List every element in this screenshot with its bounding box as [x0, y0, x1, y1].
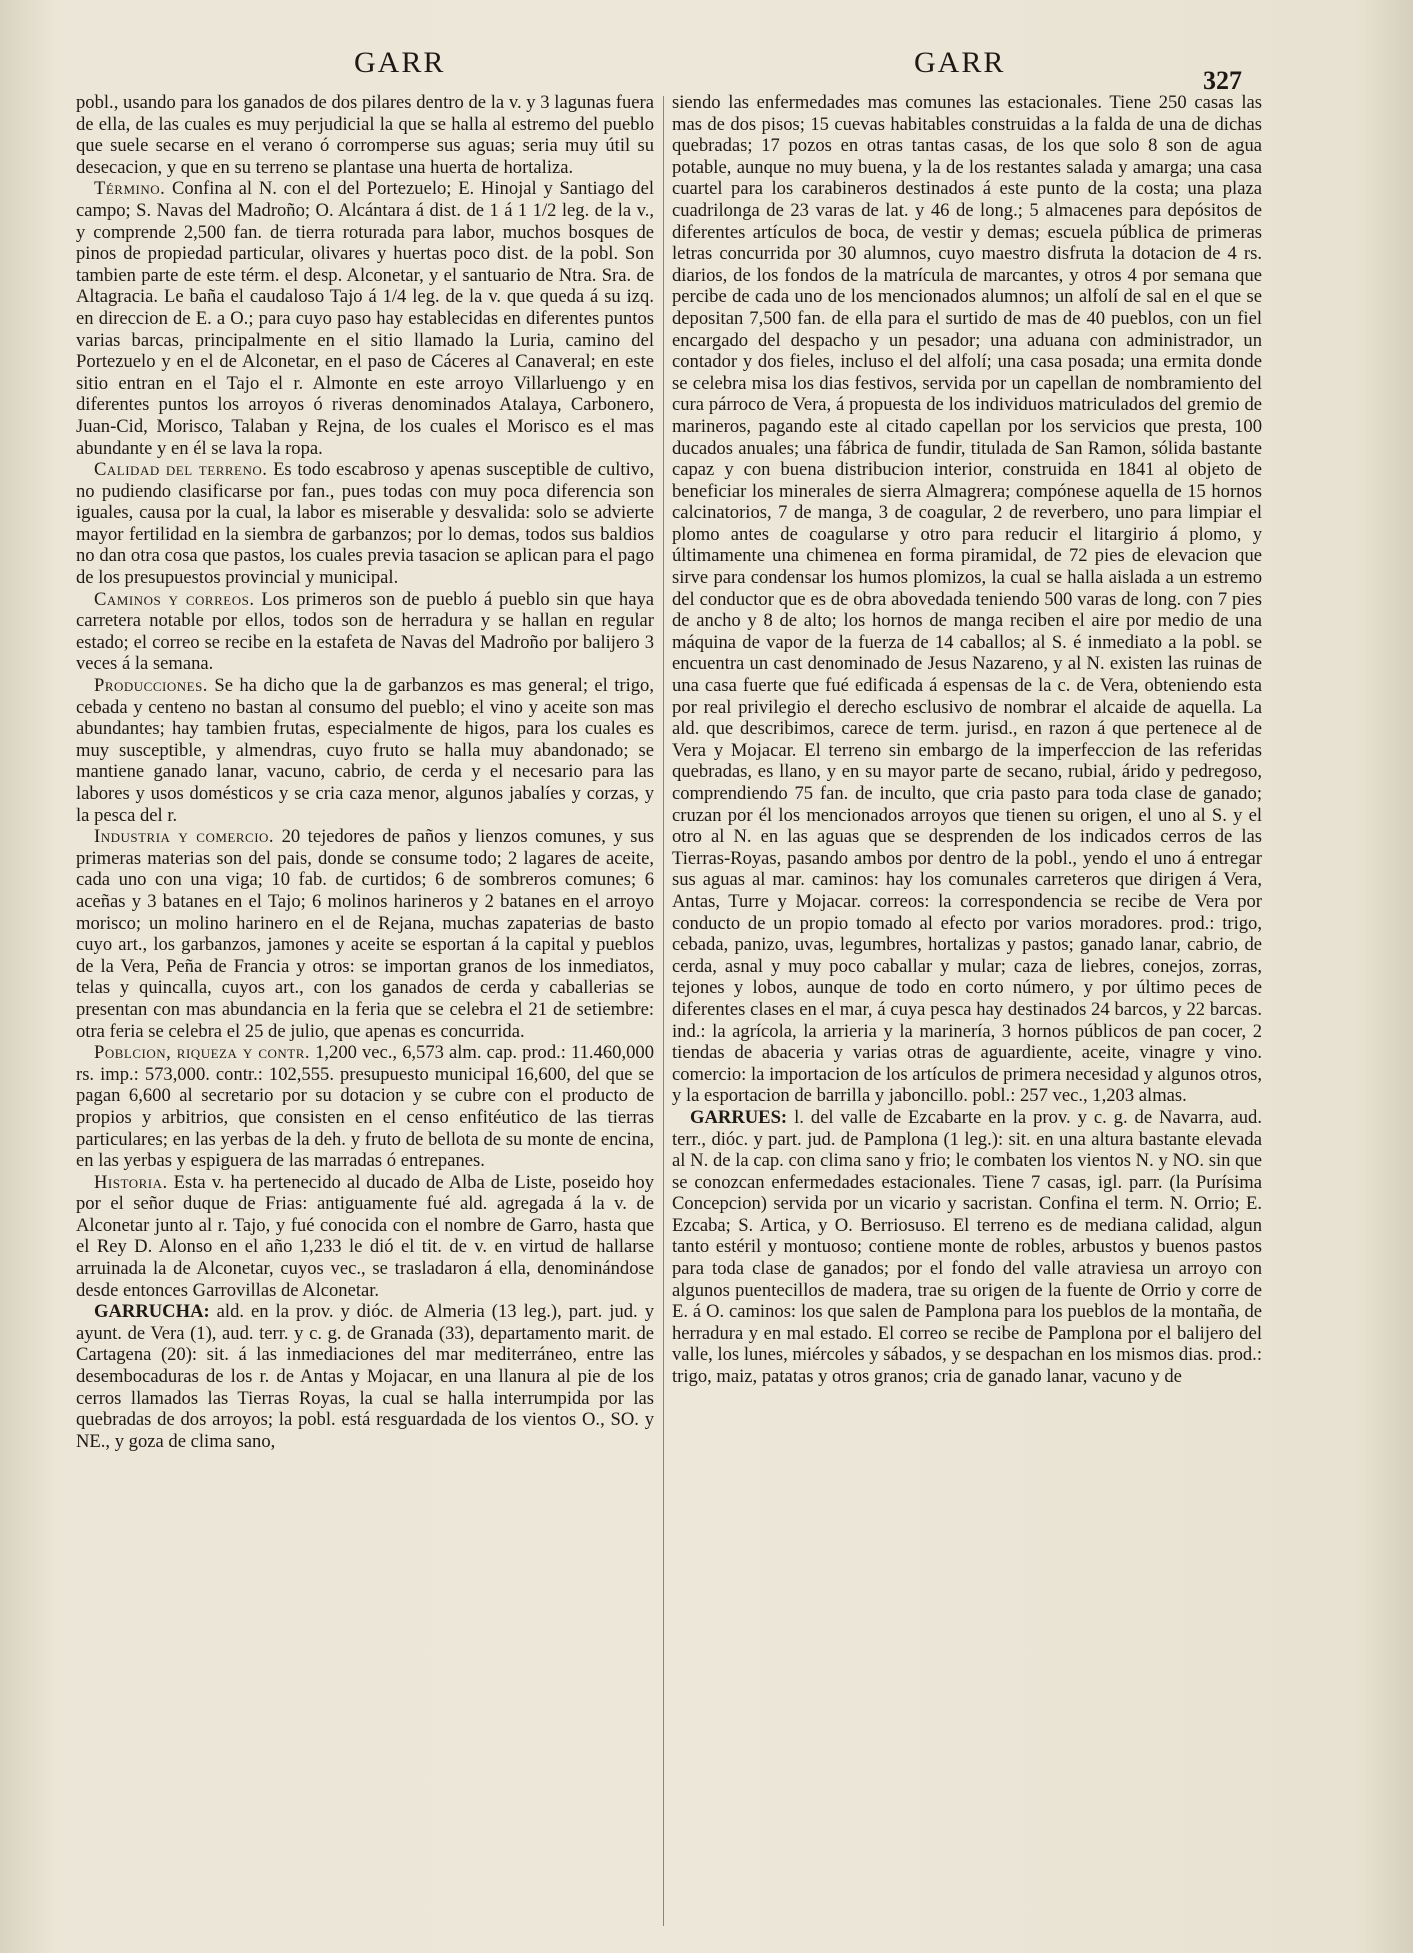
paragraph — [76, 1172, 654, 1302]
section-lead: Caminos y correos. — [94, 588, 255, 610]
paragraph-text: Se ha dicho que la de garbanzos es mas general; el trigo, cebada y centeno no bastan al consumo del pueblo; el vino y aceite son mas abundantes; hay tambien frutas, especialmente de higos, para los cuales es muy susceptible, y almendras, cuyo fruto se halla muy abandonado; se mantiene ganado lanar, vacuno, cabrio, de cerda y el necesario para las labores y usos domésticos y se cria caza menor, algunos jabalíes y corzas, y la pesca del r. — [76, 675, 654, 826]
section-lead: Poblcion, riqueza y contr. — [94, 1042, 311, 1064]
section-lead: Historia. — [94, 1171, 168, 1193]
paragraph-text: 1,200 vec., 6,573 alm. cap. prod.: 11.460,000 rs. imp.: 573,000. contr.: 102,555. presupuesto municipal 16,600, del que se pagan 6,600 al secretario por su dotacion y se cubre con el producto de propios y arbitrios, que consisten en el censo enfitéutico de las tierras particulares; en las yerbas de la deh. y fruto de bellota de su monte de encina, en las yerbas y espiguera de las marradas ó entrepanes. — [76, 1042, 654, 1172]
paragraph — [672, 1107, 1262, 1388]
paragraph-text: pobl., usando para los ganados de dos pilares dentro de la v. y 3 lagunas fuera de ella, de las cuales es muy perjudicial la que se halla al estremo del pueblo que suele secarse en el verano ó corromperse sus aguas; seria muy útil su desecacion, y que en su terreno se plantase una huerta de hortaliza. — [76, 92, 654, 178]
paragraph — [76, 178, 654, 459]
paragraph — [76, 1301, 654, 1452]
paragraph — [672, 92, 1262, 1107]
section-lead: Calidad del terreno. — [94, 459, 268, 481]
paragraph — [76, 92, 654, 178]
paragraph-text: siendo las enfermedades mas comunes las estacionales. Tiene 250 casas las mas de dos pisos; 15 cuevas habitables construidas a la falda de una de dichas quebradas; 17 pozos en otras tantas casas, de los que solo 8 son de agua potable, aunque no muy buena, y la de los restantes salada y amarga; una casa cuartel para los carabineros destinados á este punto de la costa; una plaza cuadrilonga de 23 varas de lat. y 46 de long.; 5 almacenes para depósitos de diferentes artículos de boca, de vestir y demas; escuela pública de primeras letras concurrida por 30 alumnos, cuyo maestro disfruta la dotacion de 4 rs. diarios, de los fondos de la matrícula de marcantes, y otros 4 por semana que percibe de cada uno de los mencionados alumnos; un alfolí de sal en el que se depositan 7,500 fan. de ella para el surtido de mas de 40 pueblos, con un fiel encargado del despacho y un pesador; una aduana con administrador, un contador y dos fieles, incluso el del alfolí; una casa posada; una ermita donde se celebra misa los dias festivos, servida por un capellan de nombramiento del cura párroco de Vera, á propuesta de los individuos matriculados del gremio de marineros, pagando este al citado capellan por los servicios que presta, 100 ducados anuales; una fábrica de fundir, titulada de San Ramon, sólida bastante capaz y con buena distribucion interior, construida en 1841 al objeto de beneficiar los minerales de sierra Almagrera; compónese aquella de 15 hornos calcinatorios, 7 de manga, 3 de coagular, 2 de reverbero, uno para limpiar el plomo antes de coagularse y otro para reducir el litargirio á plomo, y últimamente una chimenea en forma piramidal, de 72 pies de elevacion que sirve para condensar los humos plomizos, la cual se halla aislada a un estremo del conductor que es de obra abovedada teniendo 500 varas de long. con 7 pies de ancho y 8 de alto; los hornos de manga reciben el aire por medio de una máquina de vapor de la fuerza de 14 caballos; al S. é inmediato a la pobl. se encuentra un cast denominado de Jesus Nazareno, y al N. existen las ruinas de una casa fuerte que fué edificada á espensas de la c. de Vera, obteniendo esta por real privilegio el derecho esclusivo de nombrar el alcaide de aquella. La ald. que describimos, carece de term. jurisd., en razon á que pertenece al de Vera y Mojacar. El terreno sin embargo de la imperfeccion de las referidas quebradas, es llano, y en su mayor parte de secano, rubial, árido y pedregoso, comprendiendo 75 fan. de inculto, que cria pasto para toda clase de ganado; cruzan por él los mencionados arroyos que tienen su origen, el uno al S. y el otro al N. en las aguas que se desprenden de los indicados cerros de las Tierras-Royas, pasando ambos por dentro de la pobl., yendo el uno á entregar sus aguas al mar. caminos: hay los comunales carreteros que dirigen á Vera, Antas, Turre y Mojacar. correos: la correspondencia se recibe de Vera por conducto de un propio tomado al efecto por varios moradores. prod.: trigo, cebada, panizo, uvas, legumbres, hortalizas y pastos; ganado lanar, cabrio, de cerda, asnal y muy poco caballar y mular; caza de liebres, conejos, zorras, tejones y lobos, aunque de todo en corto número, y por último peces de diferentes clases en el mar, á cuya pesca hay destinados 24 barcos, y 22 barcas. ind.: la agrícola, la arrieria y la marinería, 3 hornos públicos de pan cocer, 2 tiendas de abaceria y varias otras de aguardiente, aceite, vinagre y vino. comercio: la importacion de los artículos de primera necesidad y algunos otros, y la esportacion de barrilla y jaboncillo. pobl.: 257 vec., 1,203 almas. — [672, 92, 1262, 1107]
paragraph — [76, 589, 654, 675]
left-running-head: GARR — [354, 46, 446, 79]
section-lead: Producciones. — [94, 675, 208, 697]
paragraph-text: ald. en la prov. y dióc. de Almeria (13 leg.), part. jud. y ayunt. de Vera (1), aud. terr. y c. g. de Granada (33), departamento marit. de Cartagena (20): sit. á las inmediaciones del mar mediterráneo, entre las desembocaduras de los r. de Antas y Mojacar, en una llanura al pie de los cerros llamados las Tierras Royas, la cual se halla interrumpida por las quebradas de dos arroyos; la pobl. está resguardada de los vientos O., SO. y NE., y goza de clima sano, — [76, 1301, 654, 1452]
paragraph — [76, 459, 654, 589]
paragraph — [76, 826, 654, 1042]
paragraph-text: Confina al N. con el del Portezuelo; E. Hinojal y Santiago del campo; S. Navas del Madroño; O. Alcántara á dist. de 1 á 1 1/2 leg. de la v., y comprende 2,500 fan. de tierra roturada para labor, muchos bosques de pinos de propiedad particular, olivares y huertas poco dist. de la pobl. Son tambien parte de este térm. el desp. Alconetar, y el santuario de Ntra. Sra. de Altagracia. Le baña el caudaloso Tajo á 1/4 leg. de la v. que queda á su izq. en direccion de E. a O.; para cuyo paso hay establecidas en diferentes puntos varias barcas, principalmente en el sitio llamado la Luria, camino del Portezuelo y en el de Alconetar, en el paso de Cáceres al Canaveral; en este sitio entran en el Tajo el r. Almonte en este arroyo Villarluengo y en diferentes puntos los arroyos ó riveras denominados Atalaya, Carbonero, Juan-Cid, Morisco, Talaban y Rejna, de los cuales el Morisco es el mas abundante y en él se lava la ropa. — [76, 178, 654, 459]
paragraph-text: Es todo escabroso y apenas susceptible de cultivo, no pudiendo clasificarse por fan., pues todas con muy poca diferencia son iguales, causa por la cual, la labor es miserable y desvalida: solo se advierte mayor fertilidad en la siembra de garbanzos; por lo demas, todos sus baldios no dan otra cosa que pastos, los cuales previa tasacion se aplican para el pago de los presupuestos provincial y municipal. — [76, 459, 654, 589]
section-lead: GARRUCHA: — [94, 1301, 210, 1323]
paragraph — [76, 1042, 654, 1172]
right-running-head: GARR — [914, 46, 1006, 79]
paragraph — [76, 675, 654, 826]
page-number: 327 — [1203, 66, 1242, 95]
column-divider — [663, 96, 664, 1926]
paragraph-text: l. del valle de Ezcabarte en la prov. y c. g. de Navarra, aud. terr., dióc. y part. jud. de Pamplona (1 leg.): sit. en una altura bastante elevada al N. de la cap. con clima sano y frio; le combaten los vientos N. y NO. sin que se conozcan enfermedades estacionales. Tiene 7 casas, igl. parr. (la Purísima Concepcion) servida por un vicario y sacristan. Confina el term. N. Orrio; E. Ezcaba; S. Artica, y O. Berriosuso. El terreno es de mediana calidad, algun tanto estéril y montuoso; contiene monte de robles, arbustos y buenos pastos para toda clase de ganados; por el fondo del valle atraviesa un arroyo con algunos puentecillos de madera, trae su origen de la fuente de Orrio y corre de E. á O. caminos: los que salen de Pamplona para los pueblos de la montaña, de herradura y en mal estado. El correo se recibe de Pamplona por el balijero del valle, los lunes, miércoles y sábados, y se despachan en los mismos dias. prod.: trigo, maiz, patatas y otros granos; cria de ganado lanar, vacuno y de — [672, 1106, 1262, 1388]
section-lead: GARRUES: — [690, 1106, 788, 1128]
section-lead: Término. — [94, 178, 166, 200]
paragraph-text: Esta v. ha pertenecido al ducado de Alba de Liste, poseido hoy por el señor duque de Frias: antiguamente fué ald. agregada á la v. de Alconetar junto al r. Tajo, y fué conocida con el nombre de Garro, hasta que el Rey D. Alonso en el año 1,233 le dió el tit. de v. en virtud de hallarse arruinada la de Alconetar, cuyos vec., se trasladaron á ella, denominándose desde entonces Garrovillas de Alconetar. — [76, 1171, 654, 1301]
left-column — [76, 92, 654, 1932]
paragraph-text: Los primeros son de pueblo á pueblo sin que haya carretera notable por ellos, todos son de herradura y se hallan en regular estado; el correo se recibe en la estafeta de Navas del Madroño por balijero 3 veces á la semana. — [76, 588, 654, 675]
paragraph-text: 20 tejedores de paños y lienzos comunes, y sus primeras materias son del pais, donde se consume todo; 2 lagares de aceite, cada uno con una viga; 10 fab. de curtidos; 6 de sombreros comunes; 6 aceñas y 3 batanes en el Tajo; 6 molinos harineros y 2 batanes en el arroyo morisco; un molino harinero en el de Rejana, muchas zapaterias de basto cuyo art., los garbanzos, jamones y aceite se esportan á la capital y pueblos de la Vera, Peña de Francia y otros: se importan granos de los inmediatos, telas y quincalla, cuyos art., con los ganados de cerda y caballerias se presentan con mas abundancia en la feria que se celebra el 21 de setiembre: otra feria se celebra el 25 de julio, que apenas es concurrida. — [76, 826, 654, 1042]
section-lead: Industria y comercio. — [94, 826, 275, 848]
right-column — [672, 92, 1262, 1932]
